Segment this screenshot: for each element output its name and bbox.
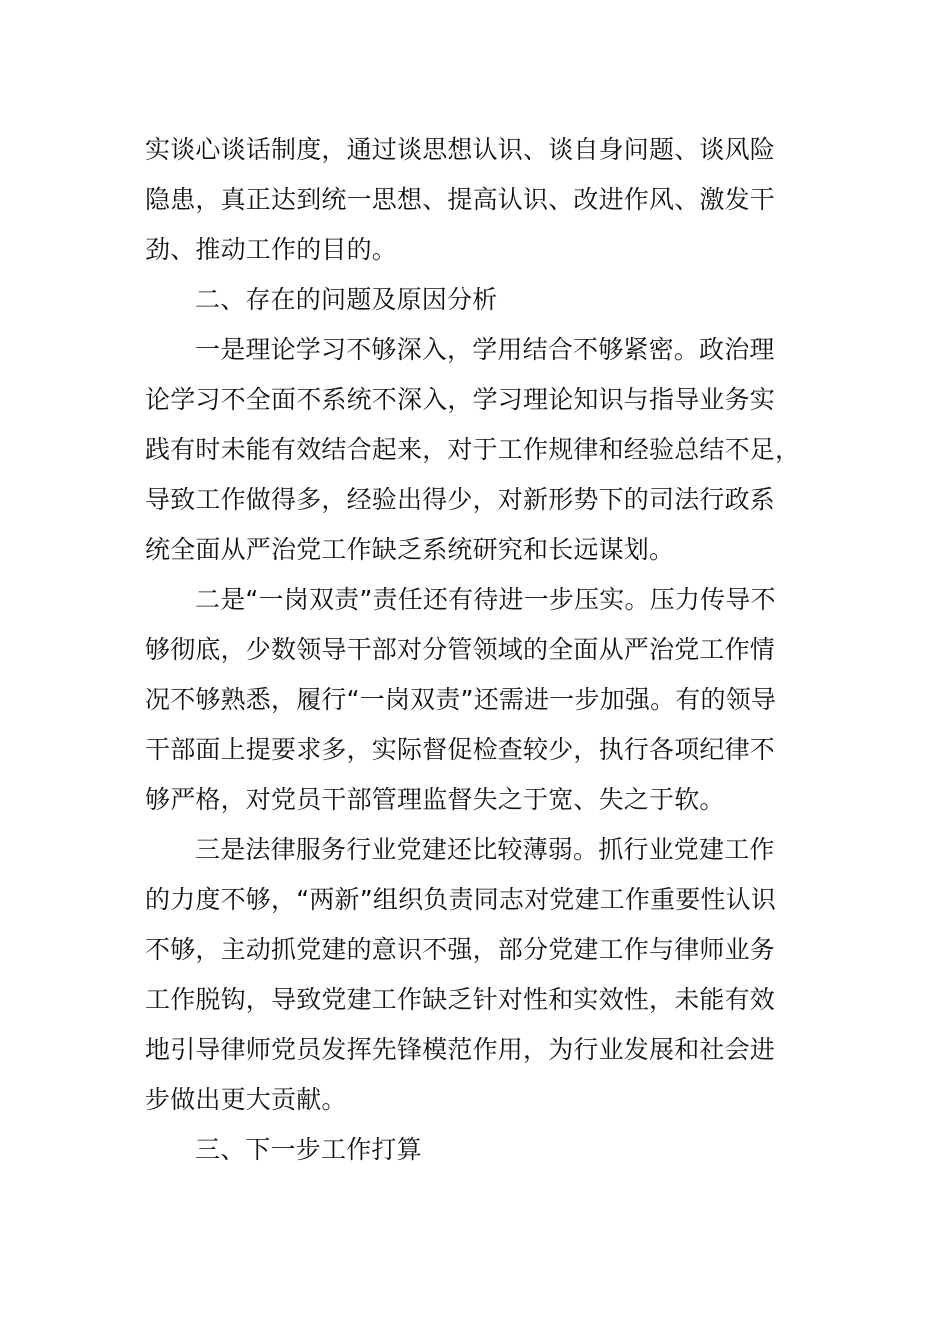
text-line: 劲、推动工作的目的。 bbox=[145, 235, 398, 264]
text-line: 实谈心谈话制度，通过谈思想认识、谈自身问题、谈风险 bbox=[145, 135, 776, 164]
text-line: 干部面上提要求多，实际督促检查较少，执行各项纪律不 bbox=[145, 735, 776, 764]
text-line: 隐患，真正达到统一思想、提高认识、改进作风、激发干 bbox=[145, 185, 776, 214]
text-line: 步做出更大贡献。 bbox=[145, 1085, 347, 1114]
section-heading: 二、存在的问题及原因分析 bbox=[195, 285, 498, 314]
text-line: 论学习不全面不系统不深入，学习理论知识与指导业务实 bbox=[145, 385, 776, 414]
text-line: 二是“一岗双责”责任还有待进一步压实。压力传导不 bbox=[195, 585, 776, 614]
text-line: 够严格，对党员干部管理监督失之于宽、失之于软。 bbox=[145, 785, 725, 814]
text-line: 一是理论学习不够深入，学用结合不够紧密。政治理 bbox=[195, 335, 775, 364]
text-line: 践有时未能有效结合起来，对于工作规律和经验总结不足， bbox=[145, 435, 801, 464]
text-line: 工作脱钩，导致党建工作缺乏针对性和实效性，未能有效 bbox=[145, 985, 776, 1014]
text-line: 况不够熟悉，履行“一岗双责”还需进一步加强。有的领导 bbox=[145, 685, 777, 714]
text-line: 不够，主动抓党建的意识不强，部分党建工作与律师业务 bbox=[145, 935, 776, 964]
text-line: 够彻底，少数领导干部对分管领域的全面从严治党工作情 bbox=[145, 635, 776, 664]
section-heading: 三、下一步工作打算 bbox=[195, 1135, 422, 1164]
text-line: 三是法律服务行业党建还比较薄弱。抓行业党建工作 bbox=[195, 835, 775, 864]
text-line: 统全面从严治党工作缺乏系统研究和长远谋划。 bbox=[145, 535, 675, 564]
text-line: 的力度不够，“两新”组织负责同志对党建工作重要性认识 bbox=[145, 885, 777, 914]
text-line: 导致工作做得多，经验出得少，对新形势下的司法行政系 bbox=[145, 485, 776, 514]
text-line: 地引导律师党员发挥先锋模范作用，为行业发展和社会进 bbox=[145, 1035, 776, 1064]
